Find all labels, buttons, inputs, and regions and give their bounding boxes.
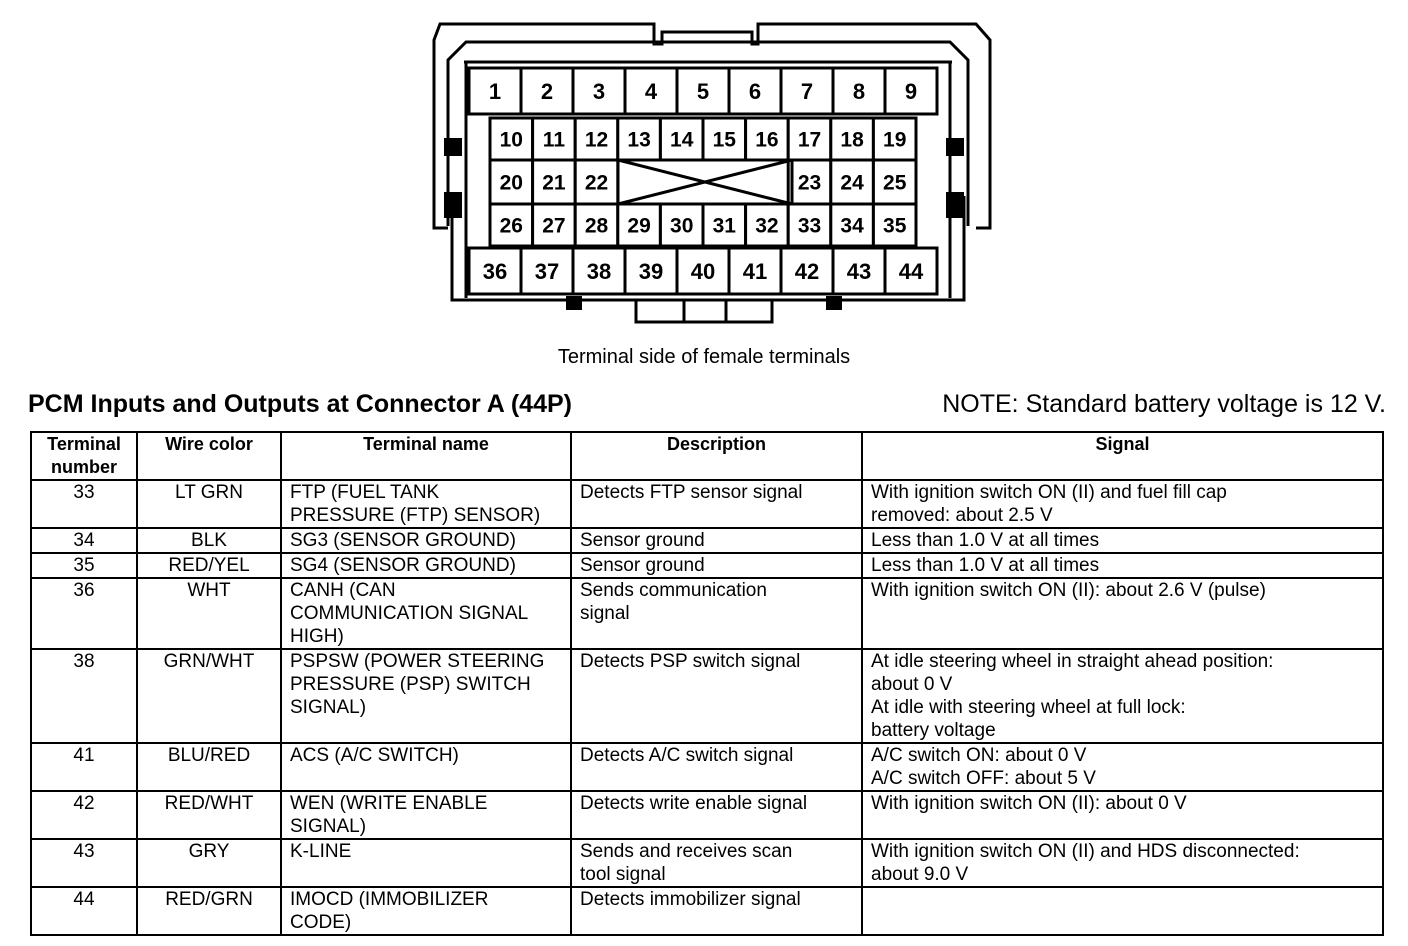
cell-terminal-name: PSPSW (POWER STEERING PRESSURE (PSP) SWITCH SIGNAL): [281, 649, 571, 743]
header-description: Description: [571, 432, 862, 480]
cell-description: Sensor ground: [571, 528, 862, 553]
terminal-number: 38: [586, 258, 612, 284]
terminal-cell: [746, 118, 789, 160]
table-header-row: [31, 432, 1383, 480]
cell-terminal-number: 35: [31, 553, 137, 578]
terminal-number: 5: [696, 78, 710, 104]
terminal-number: 34: [840, 214, 864, 238]
cell-description: Detects A/C switch signal: [571, 743, 862, 791]
table-row: [31, 553, 1383, 578]
terminal-number: 2: [540, 78, 554, 104]
terminal-number: 23: [797, 171, 822, 195]
terminal-cell: [781, 248, 833, 294]
terminal-cell: [677, 68, 729, 114]
terminal-number: 37: [534, 258, 560, 284]
terminal-cell: [660, 118, 703, 160]
cell-signal: With ignition switch ON (II): about 0 V: [862, 791, 1383, 839]
table-row: [31, 649, 1383, 743]
terminal-number: 22: [584, 171, 609, 195]
table-row: [31, 528, 1383, 553]
terminal-cell: [873, 204, 916, 246]
terminal-number: 3: [592, 78, 606, 104]
terminal-cell: [833, 68, 885, 114]
table-row: [31, 887, 1383, 935]
cell-wire-color: BLK: [137, 528, 281, 553]
cell-terminal-number: 43: [31, 839, 137, 887]
terminal-number: 31: [712, 214, 736, 238]
cell-wire-color: RED/GRN: [137, 887, 281, 935]
terminal-cell: [833, 248, 885, 294]
terminal-cell: [533, 204, 576, 246]
cell-signal: A/C switch ON: about 0 V A/C switch OFF: about 5 V: [862, 743, 1383, 791]
terminal-number: 43: [846, 258, 872, 284]
cell-terminal-name: K-LINE: [281, 839, 571, 887]
terminal-cell: [521, 68, 573, 114]
cell-terminal-number: 42: [31, 791, 137, 839]
cell-description: Detects write enable signal: [571, 791, 862, 839]
terminal-cell: [729, 248, 781, 294]
terminal-number: 7: [800, 78, 814, 104]
terminal-number: 28: [584, 214, 609, 238]
cell-terminal-number: 38: [31, 649, 137, 743]
table-heading: PCM Inputs and Outputs at Connector A (44P): [28, 390, 572, 418]
cell-description: Detects FTP sensor signal: [571, 480, 862, 528]
terminal-number: 4: [644, 78, 658, 104]
cell-signal: Less than 1.0 V at all times: [862, 553, 1383, 578]
terminal-cell: [831, 204, 874, 246]
terminal-cell: [831, 160, 874, 204]
table-row: [31, 791, 1383, 839]
terminal-number: 10: [499, 128, 523, 152]
terminal-number: 25: [883, 171, 907, 195]
cell-description: Sensor ground: [571, 553, 862, 578]
terminal-cell: [788, 118, 831, 160]
terminal-number: 21: [542, 171, 566, 195]
cell-signal: [862, 887, 1383, 935]
cell-terminal-number: 44: [31, 887, 137, 935]
terminal-number: 44: [898, 258, 924, 284]
terminal-cell: [625, 248, 677, 294]
cell-terminal-name: SG4 (SENSOR GROUND): [281, 553, 571, 578]
terminal-cell: [625, 68, 677, 114]
terminal-cell: [469, 248, 521, 294]
cell-wire-color: RED/WHT: [137, 791, 281, 839]
cell-signal: With ignition switch ON (II) and fuel fill cap removed: about 2.5 V: [862, 480, 1383, 528]
terminal-cell: [573, 248, 625, 294]
terminal-cell: [533, 118, 576, 160]
terminal-number: 30: [670, 214, 694, 238]
terminal-number: 8: [852, 78, 866, 104]
terminal-number: 42: [794, 258, 820, 284]
terminal-cell: [873, 118, 916, 160]
terminal-cell: [746, 204, 789, 246]
terminal-cell: [618, 204, 661, 246]
terminal-number: 35: [883, 214, 907, 238]
terminal-number: 14: [670, 128, 694, 152]
terminal-cell: [575, 118, 618, 160]
terminal-cell: [873, 160, 916, 204]
terminal-number: 32: [755, 214, 779, 238]
cell-signal: Less than 1.0 V at all times: [862, 528, 1383, 553]
pcm-io-table: [30, 431, 1384, 936]
terminal-cell: [788, 160, 831, 204]
cell-terminal-name: IMOCD (IMMOBILIZER CODE): [281, 887, 571, 935]
connector-diagram: [0, 0, 1408, 340]
cell-wire-color: LT GRN: [137, 480, 281, 528]
voltage-note: NOTE: Standard battery voltage is 12 V.: [942, 390, 1386, 418]
header-signal: Signal: [862, 432, 1383, 480]
header-wire-color: Wire color: [137, 432, 281, 480]
terminal-number: 16: [755, 128, 779, 152]
terminal-cell: [885, 248, 937, 294]
cell-terminal-number: 34: [31, 528, 137, 553]
table-row: [31, 480, 1383, 528]
terminal-number: 26: [499, 214, 523, 238]
terminal-number: 1: [488, 78, 502, 104]
cell-terminal-name: CANH (CAN COMMUNICATION SIGNAL HIGH): [281, 578, 571, 649]
terminal-cell: [469, 68, 521, 114]
terminal-cell: [885, 68, 937, 114]
cell-terminal-name: ACS (A/C SWITCH): [281, 743, 571, 791]
terminal-number: 12: [584, 128, 609, 152]
terminal-cell: [521, 248, 573, 294]
cell-wire-color: GRN/WHT: [137, 649, 281, 743]
terminal-cell: [490, 118, 533, 160]
terminal-number: 15: [712, 128, 736, 152]
terminal-cell: [660, 204, 703, 246]
connector-caption: Terminal side of female terminals: [557, 346, 851, 368]
terminal-number: 6: [748, 78, 762, 104]
cell-terminal-number: 41: [31, 743, 137, 791]
terminal-number: 40: [690, 258, 716, 284]
terminal-number: 18: [840, 128, 864, 152]
header-terminal-number: Terminal number: [31, 432, 137, 480]
terminal-cell: [729, 68, 781, 114]
cell-signal: With ignition switch ON (II): about 2.6 V (pulse): [862, 578, 1383, 649]
table-row: [31, 578, 1383, 649]
cell-wire-color: GRY: [137, 839, 281, 887]
terminal-cell: [490, 204, 533, 246]
table-row: [31, 743, 1383, 791]
terminal-number: 13: [627, 128, 651, 152]
cell-terminal-name: FTP (FUEL TANK PRESSURE (FTP) SENSOR): [281, 480, 571, 528]
cell-wire-color: RED/YEL: [137, 553, 281, 578]
terminal-cell: [533, 160, 576, 204]
cell-terminal-number: 33: [31, 480, 137, 528]
terminal-number: 39: [638, 258, 664, 284]
terminal-cell: [575, 160, 618, 204]
cell-terminal-number: 36: [31, 578, 137, 649]
terminal-cell: [490, 160, 533, 204]
terminal-cell: [573, 68, 625, 114]
cell-signal: At idle steering wheel in straight ahead position: about 0 V At idle with steering wheel at full lock: battery voltage: [862, 649, 1383, 743]
cell-wire-color: BLU/RED: [137, 743, 281, 791]
terminal-cell: [781, 68, 833, 114]
terminal-cell: [677, 248, 729, 294]
table-row: [31, 839, 1383, 887]
header-terminal-name: Terminal name: [281, 432, 571, 480]
terminal-number: 19: [883, 128, 907, 152]
terminal-cell: [618, 118, 661, 160]
cell-description: Sends communication signal: [571, 578, 862, 649]
terminal-number: 29: [627, 214, 651, 238]
terminal-number: 24: [840, 171, 864, 195]
cell-description: Detects PSP switch signal: [571, 649, 862, 743]
cell-description: Sends and receives scan tool signal: [571, 839, 862, 887]
cell-description: Detects immobilizer signal: [571, 887, 862, 935]
terminal-cell: [703, 204, 746, 246]
terminal-cell: [575, 204, 618, 246]
cell-wire-color: WHT: [137, 578, 281, 649]
blank-terminal-area: [618, 160, 792, 204]
cell-terminal-name: WEN (WRITE ENABLE SIGNAL): [281, 791, 571, 839]
cell-terminal-name: SG3 (SENSOR GROUND): [281, 528, 571, 553]
terminal-number: 27: [542, 214, 566, 238]
terminal-number: 17: [797, 128, 822, 152]
terminal-cell: [703, 118, 746, 160]
cell-signal: With ignition switch ON (II) and HDS disconnected: about 9.0 V: [862, 839, 1383, 887]
terminal-number: 9: [904, 78, 918, 104]
terminal-cell: [831, 118, 874, 160]
terminal-number: 20: [499, 171, 523, 195]
terminal-number: 33: [797, 214, 822, 238]
terminal-number: 36: [482, 258, 508, 284]
terminal-number: 41: [742, 258, 768, 284]
terminal-cell: [788, 204, 831, 246]
terminal-number: 11: [542, 128, 566, 152]
